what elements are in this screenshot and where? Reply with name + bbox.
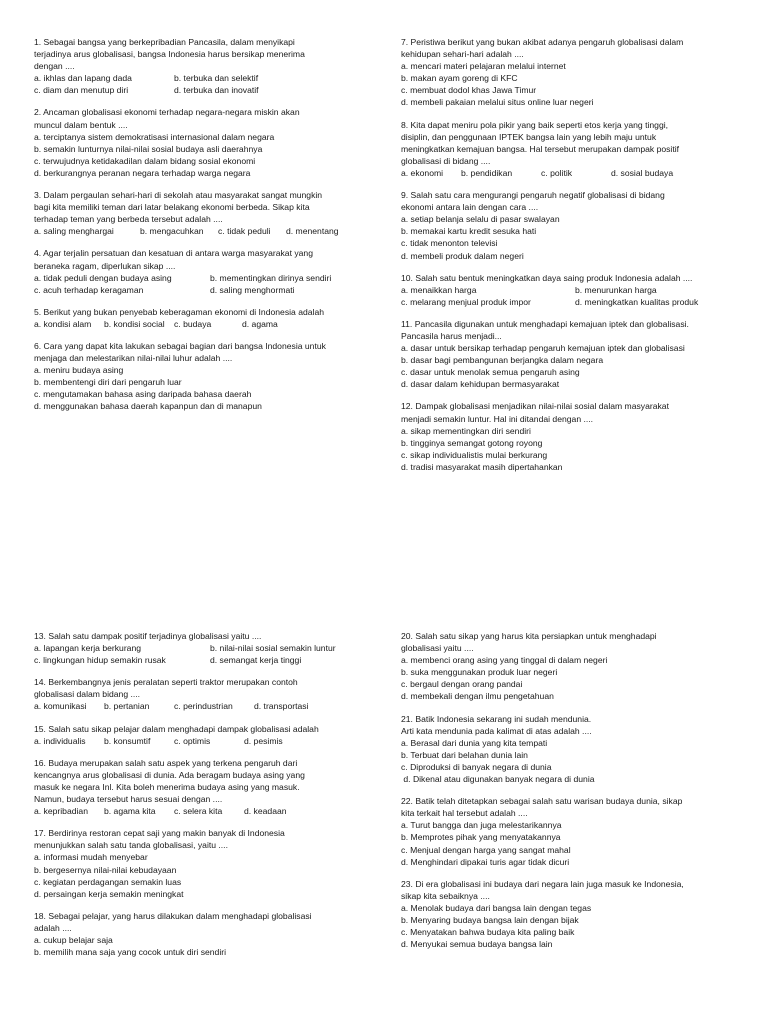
- answer-option: b. nilai-nilai sosial semakin luntur: [210, 643, 336, 654]
- answer-option: b. kondisi social: [104, 318, 165, 329]
- answer-options-row: [34, 934, 379, 946]
- answer-option: b. konsumtif: [104, 735, 151, 746]
- answer-option: d. persaingan kerja semakin meningkat: [34, 888, 184, 899]
- question-5: [34, 306, 379, 330]
- answer-options-row: [34, 946, 379, 958]
- answer-options-row: [401, 72, 746, 84]
- question-column-bottom-left: [34, 630, 379, 968]
- question-text-line: 20. Salah satu sikap yang harus kita persiapkan untuk menghadapi: [401, 631, 657, 641]
- question-text-line: ekonomi antara lain dengan cara ....: [401, 202, 539, 213]
- question-22: [401, 795, 746, 868]
- question-12: [401, 400, 746, 473]
- question-text-line: 16. Budaya merupakan salah satu aspek yang terkena pengaruh dari: [34, 757, 298, 768]
- answer-option: a. cukup belajar saja: [34, 934, 113, 945]
- answer-options-row: [34, 851, 379, 863]
- question-7: [401, 36, 746, 109]
- answer-options-row: [401, 354, 746, 366]
- answer-option: c. tidak menonton televisi: [401, 238, 498, 249]
- answer-option: b. mengacuhkan: [140, 226, 204, 237]
- answer-option: c. Diproduksi di banyak negara di dunia: [401, 761, 552, 772]
- question-2: [34, 106, 379, 179]
- answer-options-row: [34, 72, 379, 84]
- answer-option: b. pendidikan: [461, 167, 513, 178]
- answer-option: d. tradisi masyarakat masih dipertahankan: [401, 461, 563, 472]
- answer-option: d. agama: [242, 318, 278, 329]
- answer-option: c. sikap individualistis mulai berkurang: [401, 449, 548, 460]
- question-text-line: terjadinya arus globalisasi, bangsa Indonesia harus bersikap menerima: [34, 49, 305, 60]
- answer-options-row: [401, 690, 746, 702]
- question-text-line: kencangnya arus globalisasi di dunia. Ada beragam budaya asing yang: [34, 769, 305, 780]
- answer-option: d. menggunakan bahasa daerah kapanpun dan di manapun: [34, 401, 262, 412]
- question-text-line: 13. Salah satu dampak positif terjadinya globalisasi yaitu ....: [34, 631, 262, 641]
- question-9: [401, 189, 746, 262]
- answer-option: b. memakai kartu kredit sesuka hati: [401, 226, 537, 237]
- answer-option: a. kondisi alam: [34, 318, 92, 329]
- answer-option: c. terwujudnya ketidakadilan dalam bidang sosial ekonomi: [34, 155, 256, 166]
- question-text-line: 2. Ancaman globalisasi ekonomi terhadap negara-negara miskin akan: [34, 107, 300, 118]
- answer-options-row: [401, 749, 746, 761]
- answer-option: d. menentang: [286, 226, 339, 237]
- question-20: [401, 630, 746, 703]
- answer-option: d. terbuka dan inovatif: [174, 85, 259, 96]
- answer-option: c. melarang menjual produk impor: [401, 296, 531, 307]
- answer-options-row: [401, 96, 746, 108]
- question-text-line: 7. Peristiwa berikut yang bukan akibat adanya pengaruh globalisasi dalam: [401, 37, 684, 47]
- answer-options-row: [401, 926, 746, 938]
- question-text-line: 11. Pancasila digunakan untuk menghadapi kemajuan iptek dan globalisasi.: [401, 318, 689, 329]
- answer-options-row: [34, 225, 379, 237]
- answer-options-row: [34, 864, 379, 876]
- answer-option: c. mengutamakan bahasa asing daripada bahasa daerah: [34, 389, 252, 400]
- answer-option: b. suka menggunakan produk luar negeri: [401, 667, 558, 678]
- question-23: [401, 878, 746, 951]
- question-text-line: menjaga dan melestarikan nilai-nilai luhur adalah ....: [34, 353, 233, 364]
- answer-option: b. semakin lunturnya nilai-nilai sosial budaya asli daerahnya: [34, 143, 263, 154]
- answer-options-row: [34, 167, 379, 179]
- answer-options-row: [401, 225, 746, 237]
- question-text-line: disiplin, dan penggunaan IPTEK bangsa lain yang lebih maju untuk: [401, 131, 657, 142]
- answer-option: a. kepribadian: [34, 806, 88, 817]
- question-text-line: 23. Di era globalisasi ini budaya dari negara lain juga masuk ke Indonesia,: [401, 878, 684, 889]
- question-4: [34, 247, 379, 295]
- answer-option: c. Menyatakan bahwa budaya kita paling baik: [401, 927, 575, 938]
- question-text-line: dengan ....: [34, 61, 75, 72]
- question-text-line: bagi kita memiliki teman dari latar belakang ekonomi berbeda. Sikap kita: [34, 202, 310, 213]
- answer-options-row: [401, 60, 746, 72]
- answer-option: a. Turut bangga dan juga melestarikannya: [401, 820, 562, 831]
- answer-option: c. politik: [541, 167, 573, 178]
- answer-options-row: [401, 819, 746, 831]
- question-3: [34, 189, 379, 237]
- answer-option: d. pesimis: [244, 735, 283, 746]
- question-text-line: 9. Salah satu cara mengurangi pengaruh negatif globalisasi di bidang: [401, 190, 665, 201]
- answer-options-row: [34, 805, 379, 817]
- question-text-line: adalah ....: [34, 922, 72, 933]
- answer-option: d. Menghindari dipakai turis agar tidak dicuri: [401, 856, 570, 867]
- question-text-line: menjadi semakin luntur. Hal ini ditandai dengan ....: [401, 413, 594, 424]
- answer-option: d. meningkatkan kualitas produk: [575, 296, 699, 307]
- question-text-line: 6. Cara yang dapat kita lakukan sebagai bagian dari bangsa Indonesia untuk: [34, 340, 326, 351]
- answer-options-row: [34, 654, 379, 666]
- question-text-line: menunjukkan salah satu tanda globalisasi, yaitu ....: [34, 840, 228, 851]
- answer-option: a. saling menghargai: [34, 226, 114, 237]
- question-text-line: globalisasi dalam bidang ....: [34, 689, 141, 700]
- answer-option: a. setiap belanja selalu di pasar swalayan: [401, 214, 560, 225]
- answer-option: d. transportasi: [254, 701, 309, 712]
- question-11: [401, 318, 746, 391]
- question-10: [401, 272, 746, 308]
- answer-option: c. tidak peduli: [218, 226, 271, 237]
- answer-option: d. membeli pakaian melalui situs online luar negeri: [401, 97, 594, 108]
- question-text-line: 5. Berikut yang bukan penyebab keberagaman ekonomi di Indonesia adalah: [34, 306, 325, 317]
- answer-options-row: [401, 449, 746, 461]
- answer-option: d. saling menghormati: [210, 284, 295, 295]
- answer-option: d. dasar dalam kehidupan bermasyarakat: [401, 379, 560, 390]
- answer-options-row: [401, 856, 746, 868]
- answer-option: b. mementingkan dirinya sendiri: [210, 272, 332, 283]
- question-column-top-right: [401, 36, 746, 483]
- answer-option: b. makan ayam goreng di KFC: [401, 73, 518, 84]
- question-text-line: kehidupan sehari-hari adalah ....: [401, 49, 524, 60]
- answer-options-row: [34, 888, 379, 900]
- answer-options-row: [401, 342, 746, 354]
- answer-option: d. berkurangnya peranan negara terhadap warga negara: [34, 167, 251, 178]
- answer-options-row: [34, 735, 379, 747]
- answer-option: a. informasi mudah menyebar: [34, 852, 148, 863]
- answer-options-row: [401, 378, 746, 390]
- answer-options-row: [401, 366, 746, 378]
- answer-options-row: [34, 700, 379, 712]
- answer-options-row: [401, 250, 746, 262]
- answer-options-row: [401, 761, 746, 773]
- question-6: [34, 340, 379, 413]
- answer-option: c. acuh terhadap keragaman: [34, 284, 144, 295]
- question-13: [34, 630, 379, 666]
- answer-options-row: [34, 400, 379, 412]
- answer-options-row: [401, 167, 746, 179]
- answer-options-row: [401, 938, 746, 950]
- answer-option: c. bergaul dengan orang pandai: [401, 679, 523, 690]
- answer-option: a. ikhlas dan lapang dada: [34, 73, 132, 84]
- answer-options-row: [401, 461, 746, 473]
- answer-option: c. diam dan menutup diri: [34, 85, 129, 96]
- question-1: [34, 36, 379, 96]
- answer-options-row: [34, 364, 379, 376]
- answer-options-row: [401, 902, 746, 914]
- answer-option: b. bergesernya nilai-nilai kebudayaan: [34, 864, 177, 875]
- answer-options-row: [401, 237, 746, 249]
- question-text-line: kita terkait hal tersebut adalah ....: [401, 808, 528, 819]
- question-text-line: 10. Salah satu bentuk meningkatkan daya saing produk Indonesia adalah ....: [401, 272, 693, 283]
- question-text-line: 3. Dalam pergaulan sehari-hari di sekolah atau masyarakat sangat mungkin: [34, 190, 323, 201]
- question-text-line: 21. Batik Indonesia sekarang ini sudah mendunia.: [401, 713, 592, 724]
- answer-options-row: [401, 437, 746, 449]
- answer-option: b. memilih mana saja yang cocok untuk diri sendiri: [34, 947, 227, 958]
- question-14: [34, 676, 379, 712]
- question-text-line: 12. Dampak globalisasi menjadikan nilai-nilai sosial dalam masyarakat: [401, 401, 669, 412]
- question-text-line: globalisasi yaitu ....: [401, 643, 474, 654]
- answer-option: b. agama kita: [104, 806, 156, 817]
- question-text-line: globalisasi di bidang ....: [401, 155, 491, 166]
- answer-options-row: [34, 272, 379, 284]
- answer-options-row: [401, 84, 746, 96]
- question-text-line: beraneka ragam, diperlukan sikap ....: [34, 260, 176, 271]
- answer-option: a. dasar untuk bersikap terhadap pengaruh kemajuan iptek dan globalisasi: [401, 343, 685, 354]
- answer-option: b. terbuka dan selektif: [174, 73, 259, 84]
- question-text-line: Arti kata mendunia pada kalimat di atas adalah ....: [401, 725, 592, 736]
- question-15: [34, 723, 379, 747]
- answer-options-row: [34, 131, 379, 143]
- answer-option: c. dasar untuk menolak semua pengaruh asing: [401, 367, 580, 378]
- question-text-line: masuk ke negara Inl. Kita boleh menerima budaya asing yang masuk.: [34, 781, 300, 792]
- answer-option: d. Dikenal atau digunakan banyak negara di dunia: [401, 774, 595, 785]
- answer-option: d. semangat kerja tinggi: [210, 655, 302, 666]
- answer-options-row: [401, 425, 746, 437]
- answer-option: c. perindustrian: [174, 701, 233, 712]
- answer-option: b. membentengi diri dari pengaruh luar: [34, 377, 182, 388]
- answer-options-row: [401, 773, 746, 785]
- answer-option: a. lapangan kerja berkurang: [34, 643, 142, 654]
- answer-options-row: [34, 318, 379, 330]
- answer-options-row: [34, 143, 379, 155]
- answer-option: a. Menolak budaya dari bangsa lain dengan tegas: [401, 902, 592, 913]
- answer-options-row: [34, 388, 379, 400]
- answer-option: a. menaikkan harga: [401, 284, 477, 295]
- answer-option: a. membenci orang asing yang tinggal di dalam negeri: [401, 655, 608, 666]
- answer-option: b. tingginya semangat gotong royong: [401, 437, 543, 448]
- question-8: [401, 119, 746, 179]
- answer-options-row: [401, 678, 746, 690]
- answer-option: b. menurunkan harga: [575, 284, 657, 295]
- answer-option: a. sikap mementingkan diri sendiri: [401, 425, 531, 436]
- answer-option: a. mencari materi pelajaran melalui internet: [401, 61, 566, 72]
- answer-options-row: [34, 284, 379, 296]
- answer-option: a. komunikasi: [34, 701, 87, 712]
- answer-options-row: [34, 642, 379, 654]
- question-text-line: 14. Berkembangnya jenis peralatan seperti traktor merupakan contoh: [34, 677, 298, 688]
- question-text-line: sikap kita sebaiknya ....: [401, 890, 490, 901]
- question-17: [34, 827, 379, 900]
- answer-options-row: [401, 284, 746, 296]
- question-column-top-left: [34, 36, 379, 423]
- answer-option: d. sosial budaya: [611, 167, 674, 178]
- question-18: [34, 910, 379, 958]
- answer-options-row: [401, 831, 746, 843]
- answer-option: a. individualis: [34, 735, 86, 746]
- answer-option: b. Menyaring budaya bangsa lain dengan bijak: [401, 914, 579, 925]
- answer-option: d. membeli produk dalam negeri: [401, 250, 524, 261]
- answer-option: b. Memprotes pihak yang menyatakannya: [401, 832, 561, 843]
- question-text-line: muncul dalam bentuk ....: [34, 119, 128, 130]
- answer-option: c. lingkungan hidup semakin rusak: [34, 655, 166, 666]
- answer-options-row: [401, 213, 746, 225]
- question-text-line: 18. Sebagai pelajar, yang harus dilakukan dalam menghadapi globalisasi: [34, 910, 312, 921]
- answer-option: d. membekali dengan ilmu pengetahuan: [401, 691, 554, 702]
- answer-option: d. keadaan: [244, 806, 287, 817]
- answer-options-row: [34, 376, 379, 388]
- question-text-line: 1. Sebagai bangsa yang berkepribadian Pancasila, dalam menyikapi: [34, 37, 295, 47]
- answer-options-row: [34, 155, 379, 167]
- question-text-line: 17. Berdirinya restoran cepat saji yang makin banyak di Indonesia: [34, 828, 285, 839]
- question-text-line: 22. Batik telah ditetapkan sebagai salah satu warisan budaya dunia, sikap: [401, 796, 683, 807]
- question-text-line: terhadap teman yang berbeda tersebut adalah ....: [34, 214, 223, 225]
- answer-option: c. budaya: [174, 318, 212, 329]
- answer-option: a. terciptanya sistem demokratisasi internasional dalam negara: [34, 131, 275, 142]
- answer-option: d. Menyukai semua budaya bangsa lain: [401, 939, 553, 950]
- answer-option: a. ekonomi: [401, 167, 444, 178]
- answer-option: b. Terbuat dari belahan dunia lain: [401, 749, 528, 760]
- question-16: [34, 757, 379, 817]
- answer-option: c. selera kita: [174, 806, 223, 817]
- answer-option: b. dasar bagi pembangunan berjangka dalam negara: [401, 355, 604, 366]
- question-column-bottom-right: [401, 630, 746, 960]
- answer-options-row: [401, 844, 746, 856]
- answer-option: b. pertanian: [104, 701, 150, 712]
- answer-option: a. Berasal dari dunia yang kita tempati: [401, 737, 548, 748]
- question-text-line: 4. Agar terjalin persatuan dan kesatuan di antara warga masyarakat yang: [34, 248, 313, 259]
- answer-option: a. meniru budaya asing: [34, 365, 124, 376]
- answer-options-row: [401, 654, 746, 666]
- answer-option: c. optimis: [174, 735, 211, 746]
- question-text-line: Namun, budaya tersebut harus sesuai dengan ....: [34, 794, 223, 805]
- question-text-line: meningkatkan kemajuan bangsa. Hal tersebut merupakan dampak positif: [401, 143, 680, 154]
- answer-options-row: [401, 296, 746, 308]
- answer-option: c. kegiatan perdagangan semakin luas: [34, 876, 182, 887]
- answer-option: c. Menjual dengan harga yang sangat mahal: [401, 844, 571, 855]
- answer-options-row: [401, 737, 746, 749]
- question-21: [401, 713, 746, 786]
- question-text-line: Pancasila harus menjadi...: [401, 330, 502, 341]
- answer-options-row: [401, 666, 746, 678]
- answer-option: c. membuat dodol khas Jawa Timur: [401, 85, 537, 96]
- answer-options-row: [34, 84, 379, 96]
- answer-options-row: [401, 914, 746, 926]
- question-text-line: 8. Kita dapat meniru pola pikir yang baik seperti etos kerja yang tinggi,: [401, 119, 669, 130]
- answer-options-row: [34, 876, 379, 888]
- answer-option: a. tidak peduli dengan budaya asing: [34, 272, 172, 283]
- question-text-line: 15. Salah satu sikap pelajar dalam menghadapi dampak globalisasi adalah: [34, 723, 319, 734]
